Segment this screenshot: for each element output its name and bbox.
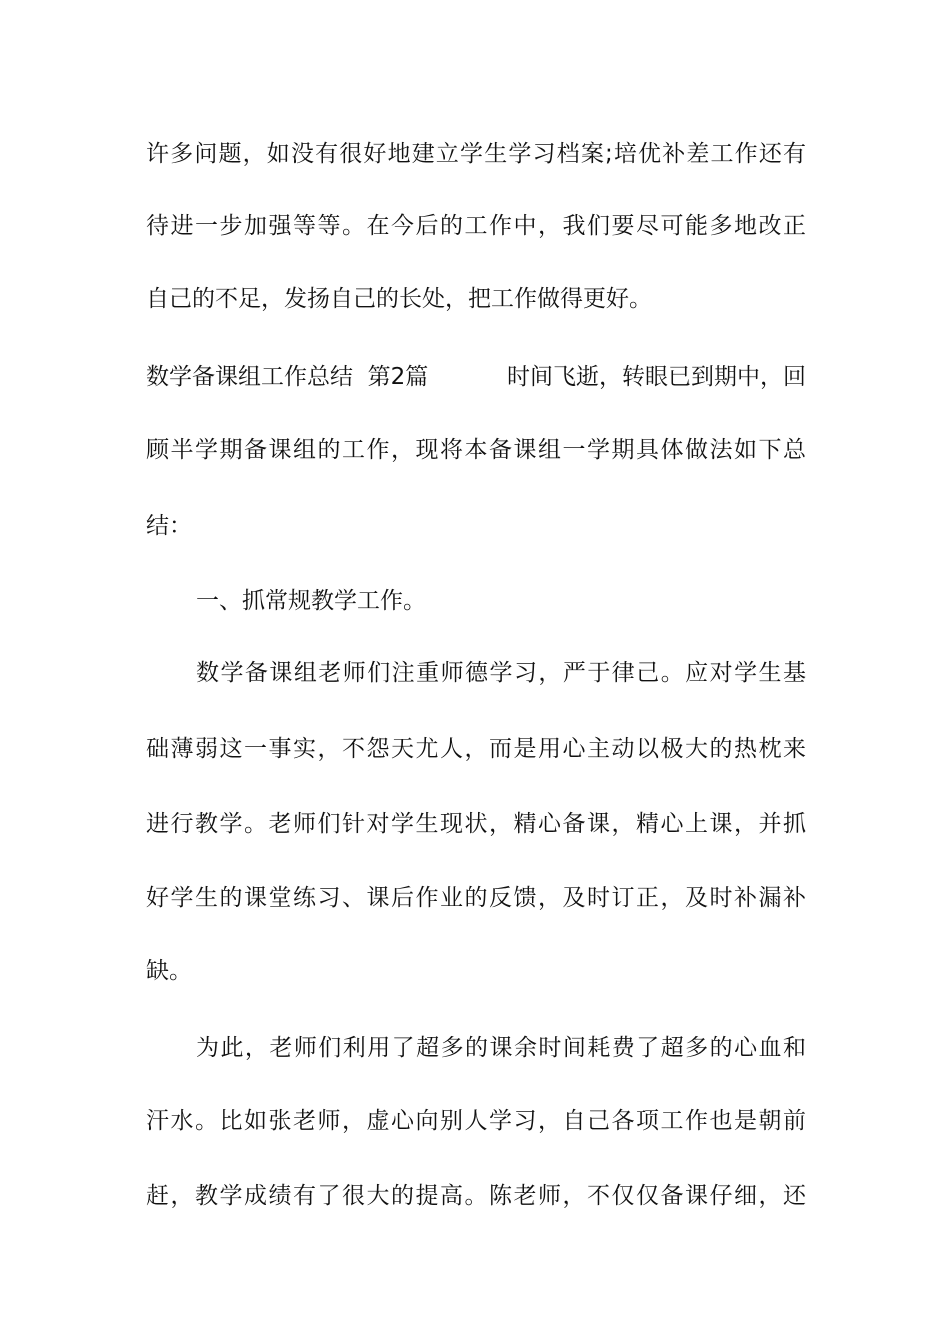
paragraph-line: 结： (146, 513, 192, 539)
paragraph-line: 赶，教学成绩有了很大的提高。陈老师，不仅仅备课仔细，还 (146, 1183, 806, 1209)
paragraph-line: 好学生的课堂练习、课后作业的反馈，及时订正，及时补漏补 (146, 885, 806, 911)
paragraph-line: 自己的不足，发扬自己的长处，把工作做得更好。 (146, 286, 652, 312)
section-subheading: 一、抓常规教学工作。 (196, 588, 426, 614)
paragraph-line: 汗水。比如张老师，虚心向别人学习，自己各项工作也是朝前 (146, 1108, 806, 1134)
section-heading-continuation: 时间飞逝，转眼已到期中，回 (507, 364, 806, 390)
paragraph-line: 顾半学期备课组的工作，现将本备课组一学期具体做法如下总 (146, 437, 806, 463)
section-heading (146, 357, 806, 397)
paragraph-line: 为此，老师们利用了超多的课余时间耗费了超多的心血和 (196, 1035, 806, 1061)
paragraph-line: 缺。 (146, 958, 192, 984)
paragraph-line: 进行教学。老师们针对学生现状，精心备课，精心上课，并抓 (146, 811, 806, 837)
paragraph-line: 待进一步加强等等。在今后的工作中，我们要尽可能多地改正 (146, 213, 806, 239)
paragraph-line: 数学备课组老师们注重师德学习，严于律己。应对学生基 (196, 660, 806, 686)
section-title: 数学备课组工作总结 第2篇 (146, 364, 429, 390)
paragraph-line: 许多问题，如没有很好地建立学生学习档案;培优补差工作还有 (146, 141, 806, 167)
paragraph-line: 础薄弱这一事实，不怨天尤人，而是用心主动以极大的热枕来 (146, 736, 806, 762)
